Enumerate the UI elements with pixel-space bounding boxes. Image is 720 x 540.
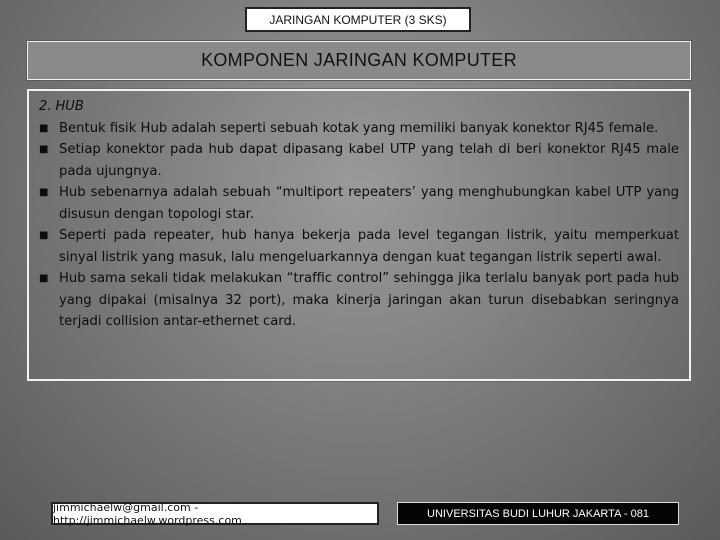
list-item [39, 118, 679, 140]
footer-institution-text: UNIVERSITAS BUDI LUHUR JAKARTA - 081 [427, 507, 649, 520]
footer-institution [397, 502, 679, 525]
footer-contact-text: jimmichaelw@gmail.com - http://jimmichaelw.wordpress.com [53, 500, 242, 527]
section-heading: 2. HUB [39, 99, 84, 114]
list-item-text: Bentuk fisik Hub adalah seperti sebuah kotak yang memiliki banyak konektor RJ45 female. [59, 120, 659, 136]
square-bullet-icon: ■ [39, 230, 49, 241]
square-bullet-icon: ■ [39, 122, 49, 134]
bullet-list [39, 118, 679, 333]
list-item [39, 225, 679, 268]
square-bullet-icon: ■ [39, 273, 49, 284]
list-item [39, 139, 679, 182]
slide-title [27, 41, 691, 80]
square-bullet-icon: ■ [39, 144, 49, 155]
footer-contact [51, 502, 379, 525]
list-item-text: Seperti pada repeater, hub hanya bekerja pada level tegangan listrik, yaitu memperkuat sinyal listrik yang masuk, lalu mengeluarkannya dengan kuat tegangan listrik seperti awal. [59, 228, 679, 265]
slide-title-text: KOMPONEN JARINGAN KOMPUTER [201, 50, 517, 70]
list-item-text: Setiap konektor pada hub dapat dipasang kabel UTP yang telah di beri konektor RJ45 male pada ujungnya. [59, 142, 679, 179]
list-item-text: Hub sama sekali tidak melakukan “traffic control” sehingga jika terlalu banyak port pada hub yang dipakai (misalnya 32 port), maka kinerja jaringan akan turun disebabkan seringnya terjadi collision antar-ethernet card. [59, 271, 679, 329]
course-label-text: JARINGAN KOMPUTER (3 SKS) [269, 12, 447, 27]
square-bullet-icon: ■ [39, 187, 49, 198]
list-item [39, 182, 679, 225]
content-panel [27, 89, 691, 381]
course-label [245, 7, 471, 32]
list-item [39, 268, 679, 333]
list-item-text: Hub sebenarnya adalah sebuah “multiport repeaters’ yang menghubungkan kabel UTP yang disusun dengan topologi star. [59, 185, 679, 222]
